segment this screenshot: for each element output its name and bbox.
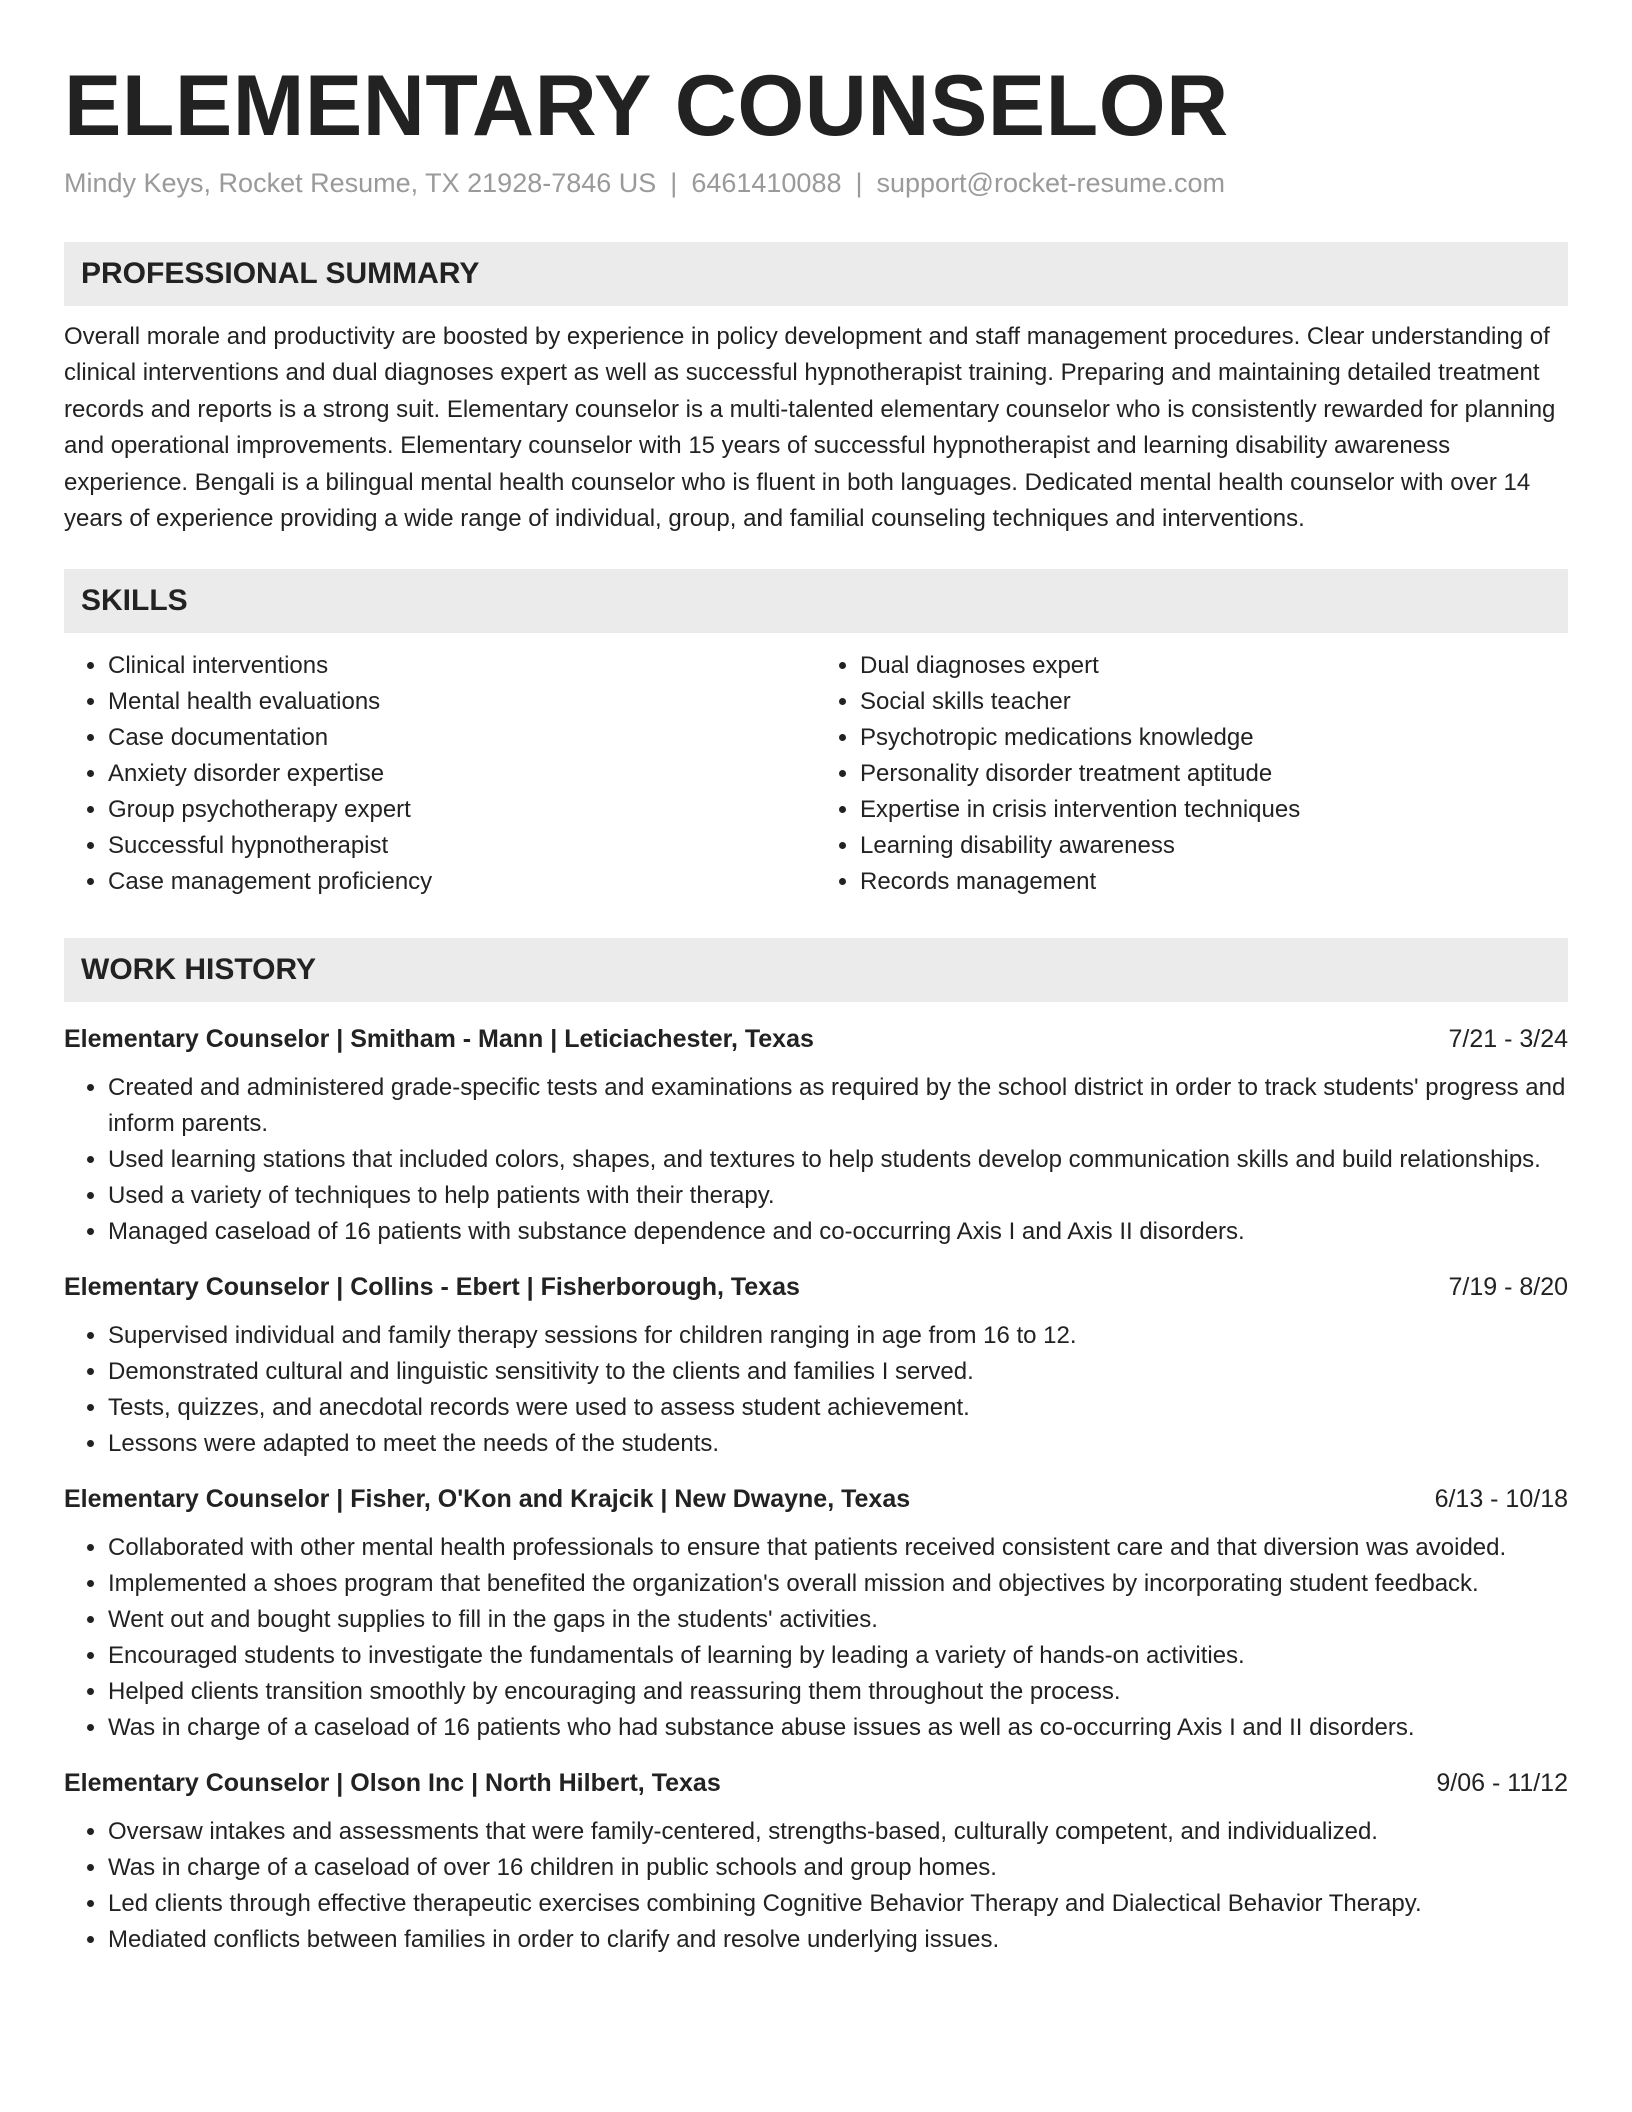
job-bullet: • Managed caseload of 16 patients with substance dependence and co-occurring Axis I and Axis II disorders.	[108, 1214, 1568, 1250]
job-header	[64, 1022, 1568, 1056]
skill-item: • Expertise in crisis intervention techniques	[860, 792, 1568, 828]
contact-separator: |	[670, 168, 678, 198]
job-header	[64, 1270, 1568, 1304]
summary-heading: PROFESSIONAL SUMMARY	[64, 242, 1568, 306]
job-bullet: • Used a variety of techniques to help patients with their therapy.	[108, 1178, 1568, 1214]
job-dates: 6/13 - 10/18	[1434, 1485, 1568, 1514]
job-bullet: • Used learning stations that included colors, shapes, and textures to help students develop communication skills and build relationships.	[108, 1142, 1568, 1178]
job-dates: 7/21 - 3/24	[1448, 1025, 1568, 1054]
skill-item: • Personality disorder treatment aptitude	[860, 756, 1568, 792]
skill-item: • Successful hypnotherapist	[108, 828, 816, 864]
job-entry	[64, 1270, 1568, 1462]
job-entry	[64, 1022, 1568, 1250]
resume-title: ELEMENTARY COUNSELOR	[64, 58, 1229, 154]
contact-email: support@rocket-resume.com	[876, 168, 1226, 198]
job-bullet: • Went out and bought supplies to fill in the gaps in the students' activities.	[108, 1602, 1568, 1638]
contact-phone: 6461410088	[691, 168, 842, 198]
job-header	[64, 1766, 1568, 1800]
job-bullet: • Encouraged students to investigate the fundamentals of learning by leading a variety of hands-on activities.	[108, 1638, 1568, 1674]
skill-item: • Anxiety disorder expertise	[108, 756, 816, 792]
job-title: Elementary Counselor | Smitham - Mann | Leticiachester, Texas	[64, 1025, 814, 1054]
skill-item: • Learning disability awareness	[860, 828, 1568, 864]
skill-item: • Dual diagnoses expert	[860, 648, 1568, 684]
job-bullet: • Led clients through effective therapeutic exercises combining Cognitive Behavior Therapy and Dialectical Behavior Therapy.	[108, 1886, 1568, 1922]
job-bullet: • Oversaw intakes and assessments that were family-centered, strengths-based, culturally competent, and individualized.	[108, 1814, 1568, 1850]
skill-item: • Psychotropic medications knowledge	[860, 720, 1568, 756]
skills-heading: SKILLS	[64, 569, 1568, 633]
contact-line	[64, 166, 1568, 200]
contact-address: Mindy Keys, Rocket Resume, TX 21928-7846 US	[64, 168, 657, 198]
job-bullets	[64, 1814, 1568, 1958]
job-dates: 7/19 - 8/20	[1448, 1273, 1568, 1302]
job-bullet: • Demonstrated cultural and linguistic sensitivity to the clients and families I served.	[108, 1354, 1568, 1390]
skills-column-right	[816, 648, 1568, 900]
skills-list	[64, 648, 1568, 900]
skill-item: • Social skills teacher	[860, 684, 1568, 720]
job-bullet: • Lessons were adapted to meet the needs of the students.	[108, 1426, 1568, 1462]
job-title: Elementary Counselor | Collins - Ebert | Fisherborough, Texas	[64, 1273, 800, 1302]
job-bullets	[64, 1530, 1568, 1746]
job-title: Elementary Counselor | Olson Inc | North Hilbert, Texas	[64, 1769, 721, 1798]
job-bullet: • Supervised individual and family therapy sessions for children ranging in age from 16 to 12.	[108, 1318, 1568, 1354]
job-dates: 9/06 - 11/12	[1436, 1769, 1568, 1798]
job-entry	[64, 1482, 1568, 1746]
job-header	[64, 1482, 1568, 1516]
contact-separator: |	[855, 168, 863, 198]
job-bullet: • Implemented a shoes program that benefited the organization's overall mission and objectives by incorporating student feedback.	[108, 1566, 1568, 1602]
skill-item: • Group psychotherapy expert	[108, 792, 816, 828]
skill-item: • Records management	[860, 864, 1568, 900]
skill-item: • Case management proficiency	[108, 864, 816, 900]
job-bullet: • Helped clients transition smoothly by encouraging and reassuring them throughout the process.	[108, 1674, 1568, 1710]
job-entry	[64, 1766, 1568, 1958]
skill-item: • Clinical interventions	[108, 648, 816, 684]
job-bullet: • Mediated conflicts between families in order to clarify and resolve underlying issues.	[108, 1922, 1568, 1958]
job-bullet: • Was in charge of a caseload of 16 patients who had substance abuse issues as well as co-occurring Axis I and II disorders.	[108, 1710, 1568, 1746]
job-bullet: • Tests, quizzes, and anecdotal records were used to assess student achievement.	[108, 1390, 1568, 1426]
summary-text: Overall morale and productivity are boosted by experience in policy development and staff management procedures. Clear understanding of clinical interventions and dual diagnoses expert as well as successful hypnotherapist training. Preparing and maintaining detailed treatment records and reports is a strong suit. Elementary counselor is a multi-talented elementary counselor who is consistently rewarded for planning and operational improvements. Elementary counselor with 15 years of successful hypnotherapist and learning disability awareness experience. Bengali is a bilingual mental health counselor who is fluent in both languages. Dedicated mental health counselor with over 14 years of experience providing a wide range of individual, group, and familial counseling techniques and interventions.	[64, 323, 1556, 533]
work-history-heading: WORK HISTORY	[64, 938, 1568, 1002]
job-bullets	[64, 1318, 1568, 1462]
job-bullet: • Created and administered grade-specific tests and examinations as required by the school district in order to track students' progress and inform parents.	[108, 1070, 1568, 1142]
job-title: Elementary Counselor | Fisher, O'Kon and Krajcik | New Dwayne, Texas	[64, 1485, 911, 1514]
job-bullets	[64, 1070, 1568, 1250]
skills-column-left	[64, 648, 816, 900]
job-bullet: • Collaborated with other mental health professionals to ensure that patients received consistent care and that diversion was avoided.	[108, 1530, 1568, 1566]
skill-item: • Case documentation	[108, 720, 816, 756]
skill-item: • Mental health evaluations	[108, 684, 816, 720]
job-bullet: • Was in charge of a caseload of over 16 children in public schools and group homes.	[108, 1850, 1568, 1886]
